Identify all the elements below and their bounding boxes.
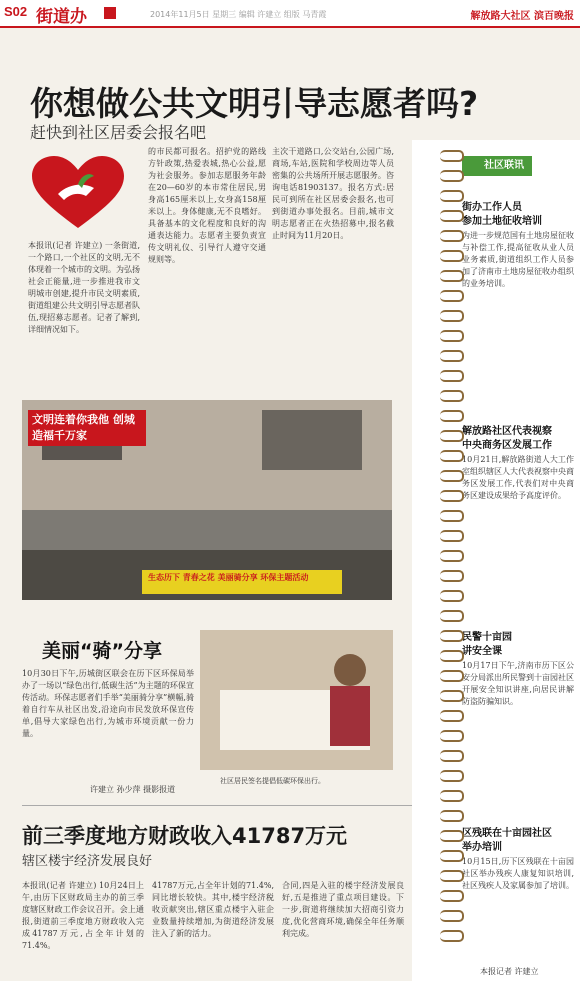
signing-photo — [200, 630, 393, 770]
binding-ring-icon — [440, 810, 464, 822]
binding-ring-icon — [440, 410, 464, 422]
sidebar-item-1-body: 为进一步规范国有土地房屋征收与补偿工作,提高征收从业人员业务素质,街道组织工作人员参加了济南市土地房屋征收办组织的业务培训。 — [462, 231, 574, 288]
community-news-badge — [462, 156, 532, 176]
binding-ring-icon — [440, 910, 464, 922]
binding-ring-icon — [440, 870, 464, 882]
binding-ring-icon — [440, 850, 464, 862]
subhead-volunteer: 赶快到社区居委会报名吧 — [30, 123, 207, 142]
binding-ring-icon — [440, 490, 464, 502]
community-news-badge-label: 社区联讯 — [484, 160, 524, 171]
binding-ring-icon — [440, 330, 464, 342]
binding-ring-icon — [440, 170, 464, 182]
binding-ring-icon — [440, 450, 464, 462]
binding-ring-icon — [440, 690, 464, 702]
binding-ring-icon — [440, 190, 464, 202]
binding-ring-icon — [440, 270, 464, 282]
story2-column-1: 本报讯(记者 许建立) 10月24日上午,由历下区财政局主办的前三季度辖区财政工作会议召开。会上通报,街道前三季度地方财政收入完成41787万元,占全年计划的71.4%。 — [22, 881, 144, 950]
binding-ring-icon — [440, 590, 464, 602]
binding-ring-icon — [440, 470, 464, 482]
binding-ring-icon — [440, 570, 464, 582]
newspaper-brand: 解放路大社区 滨百晚报 — [470, 11, 574, 22]
volunteer-heart-logo-icon — [28, 154, 128, 232]
binding-ring-icon — [440, 510, 464, 522]
story1-column-1: 本报讯(记者 许建立) 一条街道,一个路口,一个社区的文明,无不体现着一个城市的文明。为弘扬社会正能量,进一步推进我市文明城市创建,提升市民文明素质,街道组建公共文明引导志愿者队伍,现招募志愿者。记者了解到,详细情况如下。 — [28, 241, 140, 334]
page-number: S02 — [4, 4, 28, 19]
section-divider — [22, 805, 412, 806]
binding-ring-icon — [440, 390, 464, 402]
sidebar-item-2-body: 10月21日,解放路街道人大工作室组织辖区人大代表视察中央商务区发展工作,代表们对中央商务区建设成果给予高度评价。 — [462, 455, 574, 500]
story1-column-2: 的市民都可报名。招护党的路线方针政策,热爱表城,热心公益,愿为社会服务。参加志愿服务年龄在20—60岁的本市常住居民,男身高165厘米以上,女身高158厘米以上。身体健康,无不良嗜好。具备基本的文化程度和良好的沟通表达能力。志愿者主要负责宣传文明礼仪、引导行人遵守交通规则等。 — [148, 147, 266, 264]
issue-meta: 2014年11月5日 星期三 编辑 许建立 组版 马青霞 — [150, 10, 327, 19]
binding-ring-icon — [440, 670, 464, 682]
binding-ring-icon — [440, 890, 464, 902]
sidebar-item-4-body: 10月15日,历下区残联在十亩园社区举办残疾人康复知识培训,社区残疾人及家属参加了培训。 — [462, 857, 574, 890]
binding-ring-icon — [440, 230, 464, 242]
ride-story-body: 10月30日下午,历城街区联会在历下区环保局举办了一场以“绿色出行,低碳生活”为主题的环保宣传活动。环保志愿者们手举“美丽骑分享”横幅,骑着自行车从社区出发,沿途向市民发放环保宣传单,倡导大家绿色出行,为城市环境贡献一份力量。 — [22, 669, 194, 738]
binding-ring-icon — [440, 930, 464, 942]
photo-banner-text: 文明连着你我他 创城造福千万家 — [28, 410, 146, 446]
binding-ring-icon — [440, 730, 464, 742]
sidebar-item-4-title2: 举办培训 — [462, 842, 502, 853]
binding-ring-icon — [440, 250, 464, 262]
binding-ring-icon — [440, 710, 464, 722]
binding-ring-icon — [440, 290, 464, 302]
headline-volunteer: 你想做公共文明引导志愿者吗? — [30, 84, 479, 123]
binding-ring-icon — [440, 430, 464, 442]
signing-photo-caption: 社区居民签名提倡低碳环保出行。 — [220, 777, 325, 785]
binding-ring-icon — [440, 770, 464, 782]
event-photo — [22, 400, 392, 600]
sidebar-item-1-title2: 参加土地征收培训 — [462, 216, 542, 227]
ride-story-title: 美丽“骑”分享 — [42, 640, 162, 662]
story1-column-3: 主次干道路口,公交站台,公园广场,商场,车站,医院和学校周边等人员密集的公共场所开展志愿服务。咨询电话81903137。报名方式:居民可到所在社区居委会报名,也可到街道办事处报名。目前,城市文明志愿者正在火热招募中,报名截止时间为11月20日。 — [272, 147, 394, 240]
binding-ring-icon — [440, 370, 464, 382]
sidebar-item-3-title: 民警十亩园 — [462, 632, 512, 643]
subhead-finance: 辖区楼宇经济发展良好 — [22, 854, 153, 869]
binding-ring-icon — [440, 750, 464, 762]
binding-ring-icon — [440, 210, 464, 222]
sidebar-credit: 本报记者 许建立 — [480, 967, 539, 976]
sidebar-item-1-title: 街办工作人员 — [462, 202, 522, 213]
sidebar-item-4-title: 区残联在十亩园社区 — [462, 828, 552, 839]
ride-story-credit: 许建立 孙少萍 摄影报道 — [90, 785, 176, 794]
sidebar-item-2-title2: 中央商务区发展工作 — [462, 440, 552, 451]
binding-ring-icon — [440, 550, 464, 562]
binding-ring-icon — [440, 630, 464, 642]
story2-column-3: 合同,四是入驻的楼宇经济发展良好,五是推进了重点项目建设。下一步,街道将继续加大招商引资力度,优化营商环境,确保全年任务顺利完成。 — [282, 881, 404, 938]
sidebar-item-3-body: 10月17日下午,济南市历下区公安分局派出所民警到十亩园社区开展安全知识讲座,向居民讲解防盗防骗知识。 — [462, 661, 574, 706]
binding-ring-icon — [440, 150, 464, 162]
story2-column-2: 41787万元,占全年计划的71.4%,同比增长较快。其中,楼宇经济税收贡献突出,辖区重点楼宇入驻企业数量持续增加,为街道经济发展注入了新的活力。 — [152, 881, 274, 938]
photo-slogan-text: 生态历下 青春之花 美丽骑分享 环保主题活动 — [148, 573, 309, 582]
binding-ring-icon — [440, 530, 464, 542]
section-arrow-icon — [104, 7, 116, 19]
binding-ring-icon — [440, 830, 464, 842]
sidebar-item-2-title: 解放路社区代表视察 — [462, 426, 552, 437]
sidebar-item-3-title2: 讲安全课 — [462, 646, 502, 657]
binding-ring-icon — [440, 650, 464, 662]
binding-ring-icon — [440, 350, 464, 362]
binding-ring-icon — [440, 790, 464, 802]
binding-ring-icon — [440, 610, 464, 622]
binding-ring-icon — [440, 310, 464, 322]
headline-finance: 前三季度地方财政收入41787万元 — [22, 824, 348, 848]
section-title: 街道办 — [36, 7, 87, 27]
